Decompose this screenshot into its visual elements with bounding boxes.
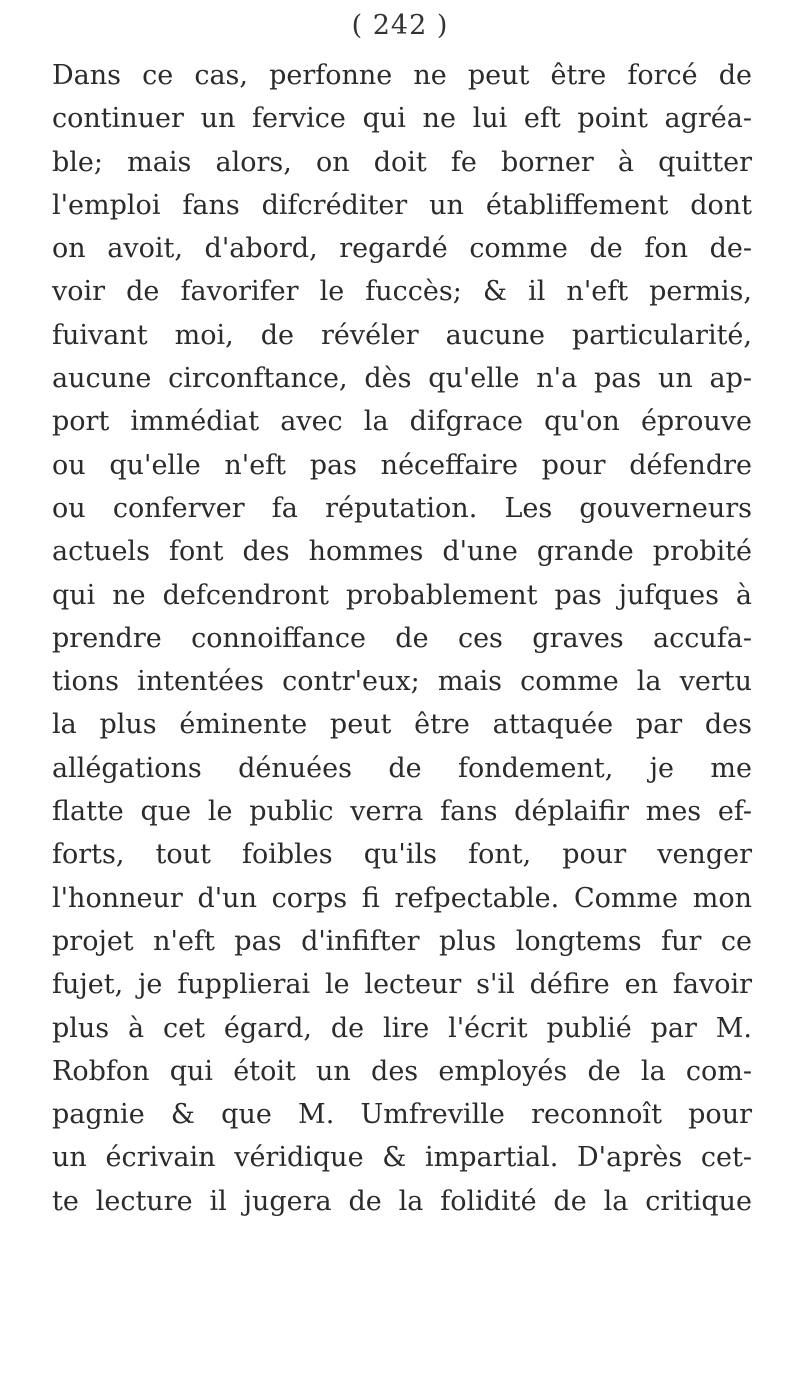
text-line: actuels font des hommes d'une grande probité: [52, 536, 752, 568]
text-line: l'honneur d'un corps fi refpectable. Comme mon: [52, 882, 752, 914]
text-line: qui ne defcendront probablement pas jufques à: [52, 579, 752, 611]
text-line: voir de favorifer le fuccès; & il n'eft permis,: [52, 276, 752, 308]
text-line: projet n'eft pas d'infifter plus longtems fur ce: [52, 925, 752, 957]
text-line: Dans ce cas, perfonne ne peut être forcé de: [52, 60, 752, 91]
text-line: ou conferver fa réputation. Les gouverneurs: [52, 492, 752, 524]
text-line: pagnie & que M. Umfreville reconnoît pour: [52, 1099, 752, 1131]
text-line: allégations dénuées de fondement, je me: [52, 752, 752, 784]
text-line: flatte que le public verra fans déplaifir mes ef-: [52, 796, 752, 828]
text-line: la plus éminente peut être attaquée par des: [52, 709, 752, 741]
text-line: tions intentées contr'eux; mais comme la vertu: [52, 666, 752, 698]
text-line: fuivant moi, de révéler aucune particularité,: [52, 319, 752, 351]
body-text: [52, 54, 752, 1223]
page-number: ( 242 ): [351, 10, 449, 41]
text-line: te lecture il jugera de la folidité de la critique: [52, 1185, 752, 1217]
text-line: continuer un fervice qui ne lui eft point agréa-: [52, 103, 752, 135]
text-line: port immédiat avec la difgrace qu'on éprouve: [52, 406, 752, 438]
text-line: Robfon qui étoit un des employés de la com-: [52, 1055, 752, 1087]
text-line: on avoit, d'abord, regardé comme de fon de-: [52, 233, 752, 265]
text-line: plus à cet égard, de lire l'écrit publié par M.: [52, 1012, 752, 1044]
text-line: ble; mais alors, on doit fe borner à quitter: [52, 146, 752, 178]
text-line: un écrivain véridique & impartial. D'après cet-: [52, 1142, 752, 1174]
text-line: l'emploi fans difcréditer un établiffement dont: [52, 189, 752, 221]
text-line: prendre connoiffance de ces graves accufa-: [52, 622, 752, 654]
text-line: fujet, je fupplierai le lecteur s'il défire en favoir: [52, 969, 752, 1001]
text-line: aucune circonftance, dès qu'elle n'a pas un ap-: [52, 363, 752, 395]
text-line: forts, tout foibles qu'ils font, pour venger: [52, 839, 752, 871]
text-line: ou qu'elle n'eft pas néceffaire pour défendre: [52, 449, 752, 481]
